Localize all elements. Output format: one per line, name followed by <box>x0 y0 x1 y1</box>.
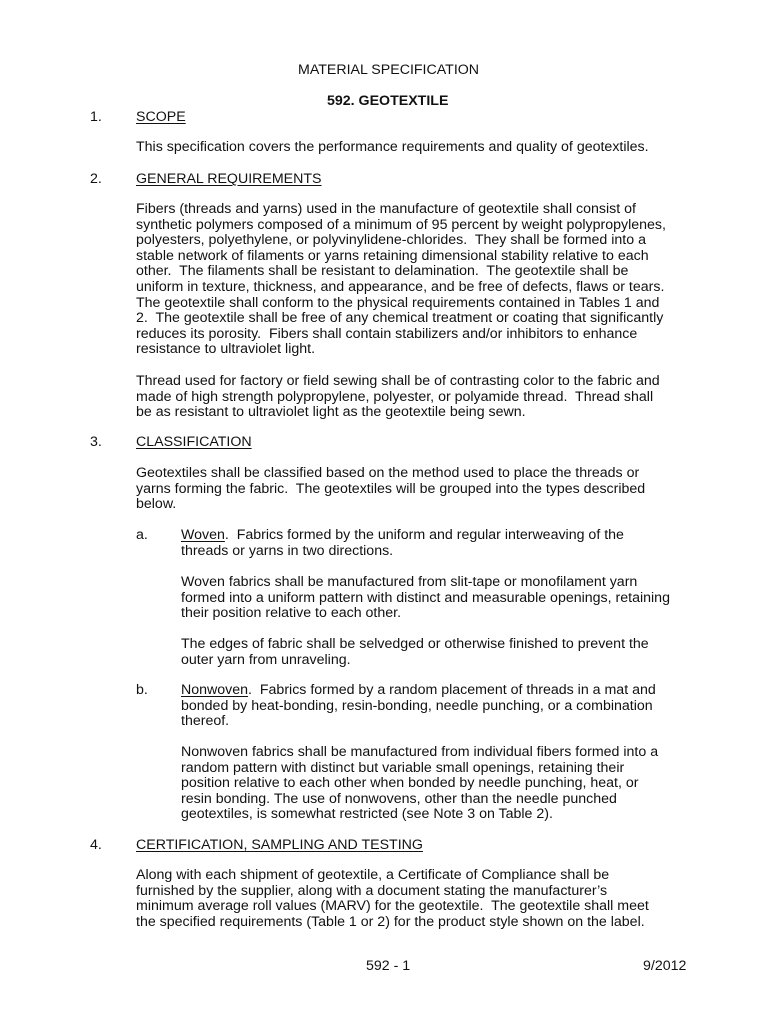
section-2-paragraph-2: Thread used for factory or field sewing shall be of contrasting color to the fabric and made of high strength polypropylene, polyester, or polyamide thread. Thread shall be as resistant to ultraviolet light as the geotextile being sewn. <box>136 373 660 421</box>
section-3-heading: CLASSIFICATION <box>136 434 252 450</box>
section-4-number: 4. <box>90 837 102 853</box>
footer-date: 9/2012 <box>643 958 687 974</box>
item-b-definition <box>181 683 656 730</box>
item-a-definition <box>181 528 624 559</box>
section-2-number: 2. <box>90 171 102 187</box>
section-4-heading: CERTIFICATION, SAMPLING AND TESTING <box>136 837 423 853</box>
section-1-heading: SCOPE <box>136 109 186 125</box>
section-4-paragraph-1: Along with each shipment of geotextile, a Certificate of Compliance shall be furnished by the supplier, along with a document stating the manufacturer’s minimum average roll values (MARV) for the geotextile. The geotextile shall meet the specified requirements (Table 1 or 2) for the product style shown on the label. <box>136 867 649 930</box>
section-2-paragraph-1: Fibers (threads and yarns) used in the manufacture of geotextile shall consist of synthetic polymers composed of a minimum of 95 percent by weight polypropylenes, polyesters, polyethylene, or polyvinylidene-chlorides. They shall be formed into a stable network of filaments or yarns retaining dimensional stability relative to each other. The filaments shall be resistant to delamination. The geotextile shall be uniform in texture, thickness, and appearance, and be free of defects, flaws or tears. The geotextile shall conform to the physical requirements contained in Tables 1 and 2. The geotextile shall be free of any chemical treatment or coating that significantly reduces its porosity. Fibers shall contain stabilizers and/or inhibitors to enhance resistance to ultraviolet light. <box>136 201 666 358</box>
document-subtitle: 592. GEOTEXTILE <box>327 93 449 109</box>
item-b-paragraph-1: Nonwoven fabrics shall be manufactured from individual fibers formed into a random pattern with distinct but variable small openings, retaining their position relative to each other when bonded by needle punching, heat, or resin bonding. The use of nonwovens, other than the needle punched geotextiles, is somewhat restricted (see Note 3 on Table 2). <box>181 744 659 823</box>
section-2-heading: GENERAL REQUIREMENTS <box>136 171 322 187</box>
item-b-term: Nonwoven <box>181 682 249 698</box>
footer-page-number: 592 - 1 <box>366 958 411 974</box>
section-3-number: 3. <box>90 434 102 450</box>
section-3-paragraph-1: Geotextiles shall be classified based on the method used to place the threads or yarns forming the fabric. The geotextiles will be grouped into the types described below. <box>136 465 646 513</box>
item-b-definition-text: . Fabrics formed by a random placement of threads in a mat and bonded by heat-bonding, resin-bonding, needle punching, or a combination thereof. <box>181 682 656 730</box>
item-a-definition-text: . Fabrics formed by the uniform and regular interweaving of the threads or yarns in two directions. <box>181 527 624 559</box>
item-a-term: Woven <box>181 527 225 543</box>
item-b-letter: b. <box>136 682 148 698</box>
section-1-paragraph-1: This specification covers the performance requirements and quality of geotextiles. <box>136 139 649 155</box>
item-a-paragraph-1: Woven fabrics shall be manufactured from slit-tape or monofilament yarn formed into a uniform pattern with distinct and measurable openings, retaining their position relative to each other. <box>181 574 670 622</box>
item-a-letter: a. <box>136 527 148 543</box>
document-title: MATERIAL SPECIFICATION <box>298 62 480 78</box>
item-a-paragraph-2: The edges of fabric shall be selvedged or otherwise finished to prevent the outer yarn from unraveling. <box>181 636 649 668</box>
section-1-number: 1. <box>90 109 102 125</box>
